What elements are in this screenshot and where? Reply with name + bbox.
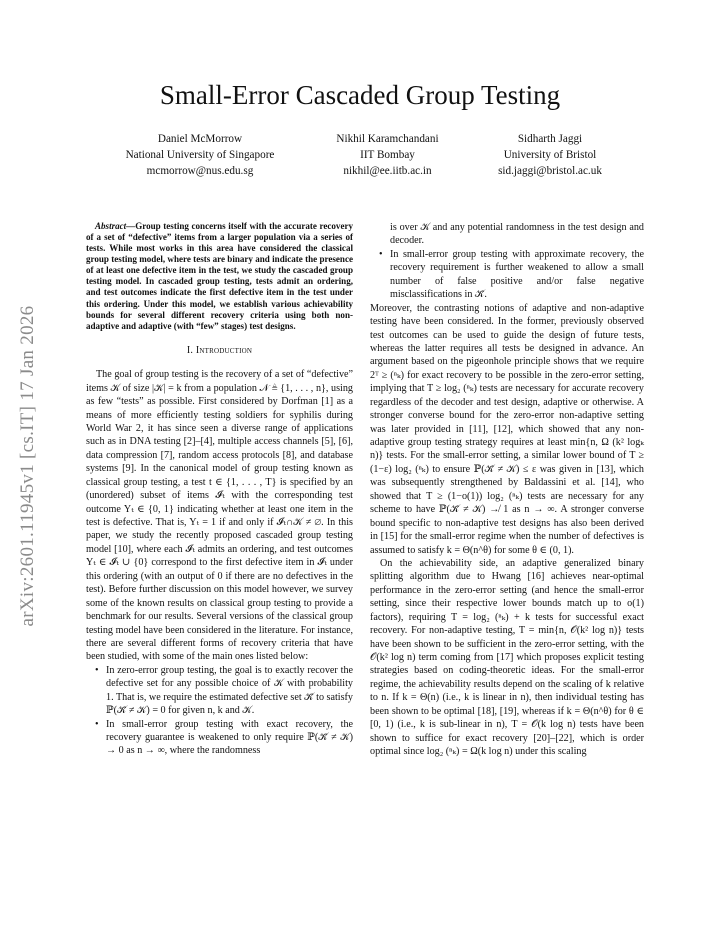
author-affiliation: National University of Singapore [125,149,275,161]
abstract [86,221,353,332]
author-block-1 [110,131,290,179]
author-email: sid.jaggi@bristol.ac.uk [498,165,602,177]
author-email: nikhil@ee.iitb.ac.in [343,165,432,177]
abstract-text: —Group testing concerns itself with the accurate recovery of a set of “defective” items from a larger population via a series of tests. While most works in this area have considered the classical group testing model, where tests are binary and indicate the presence of at least one defective item in the test, we study the cascaded group testing model. In cascaded group testing, tests admit an ordering, and test outcomes indicate the first defective item in the test under this ordering. Under this model, we establish various achievability bounds for several different recovery criteria using both non-adaptive and adaptive (with “few” stages) test designs. [86,221,353,331]
section-title: Introduction [195,344,253,356]
recovery-criteria-list-continued [370,248,644,302]
list-item: • In zero-error group testing, the goal is to exactly recover the defective set for any possible choice of 𝒦 with probability 1. That is, we require the estimated defective set 𝒦̂ to satisfy ℙ(𝒦̂ ≠ 𝒦) = 0 for given n, k and 𝒦. [86,664,353,718]
author-name: Nikhil Karamchandani [336,133,439,145]
right-column [370,221,644,759]
author-affiliation: University of Bristol [503,149,597,161]
list-item-continuation: is over 𝒦 and any potential randomness in the test design and decoder. [390,222,644,247]
author-affiliation: IIT Bombay [360,149,415,161]
author-email: mcmorrow@nus.edu.sg [146,165,254,177]
author-name: Daniel McMorrow [157,133,243,145]
recovery-criteria-list [86,664,353,758]
arxiv-identifier: arXiv:2601.11945v1 [cs.IT] 17 Jan 2026 [17,305,38,627]
body-paragraph: On the achievability side, an adaptive generalized binary splitting algorithm due to Hwang [16] achieves near-optimal performance in the zero-error setting (and hence the small-error setting, since their respective lower bounds match up to o(1) factors), requiring T = log₂ (ⁿₖ) + k tests for successful exact recovery. For non-adaptive testing, T = min{n, 𝒪(k² log n)} tests have been shown to be sufficient in the zero-error setting, with the 𝒪(k² log n) term coming from [17] which proposes explicit testing strategies based on coding-theoretic ideas. For the small-error regime, the achievability results depend on the scaling of k relative to n. If k = Θ(n) (i.e., k is linear in n), then individual testing has been shown to be optimal [18], [19], whereas if k = Θ(n^θ) for θ ∈ [0, 1) (i.e., k is sub-linear in n), T = 𝒪(k log n) tests have been shown to suffice for exact recovery [20]–[22], which is order optimal since log₂ (ⁿₖ) = Ω(k log n) under this scaling [370,557,644,758]
abstract-lead: Abstract [95,221,127,231]
intro-paragraph: The goal of group testing is the recovery of a set of “defective” items 𝒦 of size |𝒦| = k from a population 𝒩 ≜ {1, . . . , n}, using as few “tests” as possible. First considered by Dorfman [1] as a means of more efficiently testing soldiers for syphilis during World War 2, it has since seen a diverse range of applications such as in DNA testing [2]–[4], multiple access channels [5], [6], data compression [7], random access protocols [8], and database systems [9]. In the canonical model of group testing known as classical group testing, a test t ∈ {1, . . . , T} is specified by an (unordered) subset of items 𝓘ₜ with the corresponding test outcome Yₜ ∈ {0, 1} indicating whether at least one item in the test is defective. That is, Yₜ = 1 if and only if 𝓘ₜ∩𝒦 ≠ ∅. In this paper, we study the recently proposed cascaded group testing model [10], where each 𝓘ₜ admits an ordering, and test outcomes Yₜ ∈ 𝓘ₜ ∪ {0} correspond to the first defective item in 𝓘ₜ under this ordering (with an output of 0 if there are no defectives in the test). Before further discussion on this model however, we survey some of the known results on classical group testing to provide a benchmark for our results. Several versions of the classical group testing model have been considered in the literature. For instance, there are several different forms of recovery criteria that have been studied, with some of the main ones listed below: [86,369,353,663]
list-item: • In small-error group testing with exact recovery, the recovery guarantee is weakened to only require ℙ(𝒦̂ ≠ 𝒦) → 0 as n → ∞, where the randomness [86,718,353,758]
list-item: • In small-error group testing with approximate recovery, the recovery requirement is further weakened to allow a small number of false positive and/or false negative misclassifications in 𝒦̂. [370,248,644,302]
section-number: I. [186,344,194,356]
author-block-3 [475,131,625,179]
body-paragraph: Moreover, the contrasting notions of adaptive and non-adaptive testing have been considered. In the former, previously observed test outcomes can be used to guide the design of future tests, whereas the latter requires all tests be designed in advance. An argument based on the pigeonhole principle shows that we require 2ᵀ ≥ (ⁿₖ) for exact recovery to be possible in the zero-error setting, implying that T ≥ log₂ (ⁿₖ) tests are necessary for accurate recovery regardless of the decoder and test design, adaptive or otherwise. A stronger converse bound for the zero-error non-adaptive setting was later provided in [11], [12], which showed that any non-adaptive group testing strategy requires at least min{n, Ω (k² logₖ n)} tests. For the small-error setting, a similar lower bound of T ≥ (1−ε) log₂ (ⁿₖ) to ensure ℙ(𝒦̂ ≠ 𝒦) ≤ ε was given in [13], which was subsequently strengthened by Baldassini et al. [14], who showed that T ≥ (1−o(1)) log₂ (ⁿₖ) tests are necessary for any scheme to have ℙ(𝒦̂ ≠ 𝒦) ↛ 1 as n → ∞. A stronger converse bound specific to non-adaptive test designs has also been derived in [15] for the small-error regime when the number of defectives is assumed to satisfy k = Θ(n^θ) for some θ ∈ (0, 1). [370,302,644,556]
author-block-2 [300,131,475,179]
left-column [86,221,353,758]
section-heading [86,344,353,357]
author-name: Sidharth Jaggi [517,133,583,145]
paper-title: Small-Error Cascaded Group Testing [159,80,561,110]
